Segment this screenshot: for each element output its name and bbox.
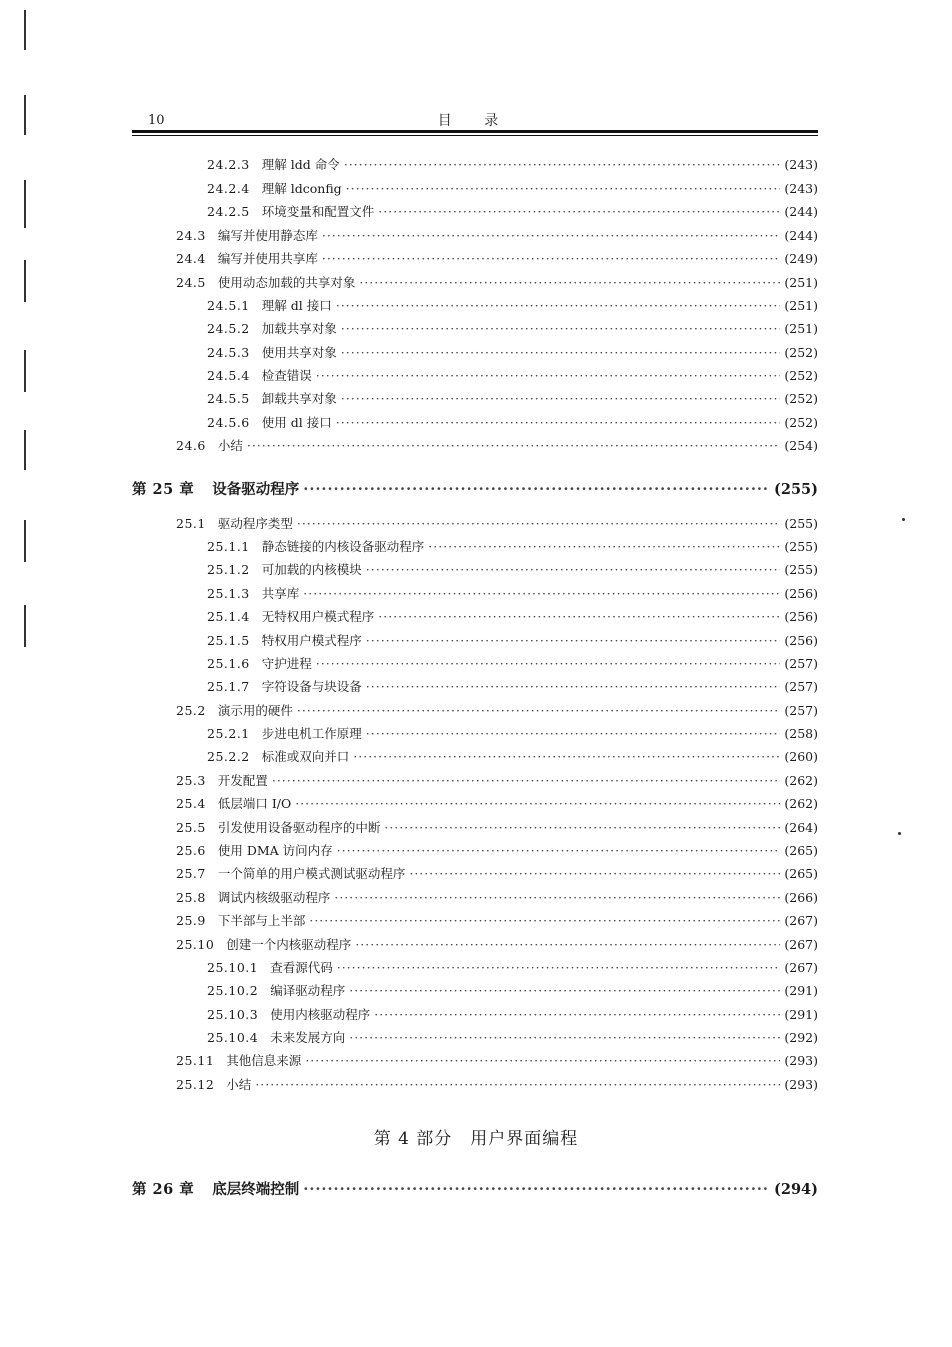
entry-number: 25.1.1 xyxy=(207,539,250,554)
entry-number: 25.1.3 xyxy=(207,586,250,601)
entry-page: (255) xyxy=(784,516,818,531)
entry-title: 调试内核级驱动程序 xyxy=(217,890,331,905)
toc-chapter xyxy=(132,481,818,499)
toc-chapter xyxy=(132,1181,818,1199)
dot-leader xyxy=(336,298,781,314)
toc-entry xyxy=(207,656,818,672)
entry-page: (243) xyxy=(784,181,818,196)
entry-title: 加载共享对象 xyxy=(261,321,337,336)
dot-leader xyxy=(349,983,780,999)
entry-number: 24.5.4 xyxy=(207,368,250,383)
toc-entry xyxy=(176,275,818,291)
entry-number: 25.4 xyxy=(176,796,206,811)
entry-page: (292) xyxy=(784,1030,818,1045)
scan-mark xyxy=(24,605,26,647)
entry-page: (267) xyxy=(784,937,818,952)
entry-title: 静态链接的内核设备驱动程序 xyxy=(261,539,425,554)
entry-number: 24.2.5 xyxy=(207,204,250,219)
dot-leader xyxy=(303,1181,770,1199)
scan-mark xyxy=(24,520,26,562)
entry-title: 守护进程 xyxy=(261,656,312,671)
toc-entry xyxy=(207,1007,818,1023)
toc-entry xyxy=(207,749,818,765)
entry-title: 使用共享对象 xyxy=(261,345,337,360)
toc-entry xyxy=(176,251,818,267)
entry-number: 25.1.5 xyxy=(207,633,250,648)
dot-leader xyxy=(337,843,781,859)
toc-entry xyxy=(207,181,818,197)
scan-mark xyxy=(24,260,26,302)
dot-leader xyxy=(272,773,781,789)
entry-number: 25.2.2 xyxy=(207,749,250,764)
entry-number: 24.2.3 xyxy=(207,157,250,172)
toc-entry xyxy=(176,1053,818,1069)
entry-number: 25.10.1 xyxy=(207,960,259,975)
entry-page: (249) xyxy=(784,251,818,266)
entry-page: (267) xyxy=(784,913,818,928)
scan-mark xyxy=(24,180,26,228)
toc-entry xyxy=(207,960,818,976)
dot-leader xyxy=(336,415,781,431)
entry-title: 使用内核驱动程序 xyxy=(270,1007,371,1022)
dot-leader xyxy=(366,562,781,578)
dot-leader xyxy=(297,516,781,532)
entry-number: 25.1 xyxy=(176,516,206,531)
entry-number: 25.3 xyxy=(176,773,206,788)
dot-leader xyxy=(378,609,780,625)
toc-entry xyxy=(207,391,818,407)
toc-entry xyxy=(207,983,818,999)
dot-leader xyxy=(247,438,781,454)
entry-title: 其他信息来源 xyxy=(226,1053,302,1068)
toc-entry xyxy=(207,415,818,431)
entry-title: 特权用户模式程序 xyxy=(261,633,362,648)
entry-page: (251) xyxy=(784,321,818,336)
toc-entry xyxy=(207,1030,818,1046)
entry-title: 使用 dl 接口 xyxy=(261,415,332,430)
dot-leader xyxy=(346,181,781,197)
dot-leader xyxy=(297,703,781,719)
dot-leader xyxy=(316,656,781,672)
dot-leader xyxy=(409,866,780,882)
part-heading: 第 4 部分 用户界面编程 xyxy=(373,1129,579,1149)
toc-entry xyxy=(176,890,818,906)
entry-page: (255) xyxy=(774,481,818,498)
dot-leader xyxy=(255,1077,780,1093)
header-rule-thin xyxy=(132,135,818,136)
scan-mark xyxy=(24,350,26,392)
entry-number: 25.2.1 xyxy=(207,726,250,741)
entry-page: (255) xyxy=(784,562,818,577)
dot-leader xyxy=(359,275,780,291)
entry-page: (262) xyxy=(784,796,818,811)
toc-entry xyxy=(176,516,818,532)
entry-title: 小结 xyxy=(217,438,243,453)
entry-number: 第 26 章 xyxy=(132,1181,195,1198)
entry-number: 24.3 xyxy=(176,228,206,243)
scan-speck xyxy=(902,518,905,521)
entry-number: 25.10.2 xyxy=(207,983,259,998)
entry-page: (293) xyxy=(784,1077,818,1092)
entry-number: 25.7 xyxy=(176,866,206,881)
entry-page: (265) xyxy=(784,866,818,881)
entry-title: 编译驱动程序 xyxy=(270,983,346,998)
scan-speck xyxy=(898,832,901,835)
entry-number: 24.5.6 xyxy=(207,415,250,430)
dot-leader xyxy=(309,913,780,929)
toc-entry xyxy=(176,796,818,812)
toc-entry xyxy=(207,586,818,602)
entry-title: 使用动态加载的共享对象 xyxy=(217,275,356,290)
toc-entry xyxy=(207,298,818,314)
header-rule xyxy=(132,130,818,133)
toc-entry xyxy=(207,726,818,742)
toc-entry xyxy=(176,703,818,719)
scan-mark xyxy=(24,430,26,470)
dot-leader xyxy=(305,1053,780,1069)
entry-number: 25.1.2 xyxy=(207,562,250,577)
dot-leader xyxy=(316,368,781,384)
entry-number: 24.5 xyxy=(176,275,206,290)
entry-title: 检查错误 xyxy=(261,368,312,383)
entry-title: 理解 ldd 命令 xyxy=(261,157,340,172)
dot-leader xyxy=(428,539,780,555)
entry-number: 25.6 xyxy=(176,843,206,858)
entry-number: 25.10 xyxy=(176,937,215,952)
entry-title: 创建一个内核驱动程序 xyxy=(226,937,352,952)
entry-title: 卸载共享对象 xyxy=(261,391,337,406)
toc-entry xyxy=(176,843,818,859)
entry-page: (252) xyxy=(784,415,818,430)
entry-number: 25.10.3 xyxy=(207,1007,259,1022)
toc-entry xyxy=(207,204,818,220)
entry-title: 一个简单的用户模式测试驱动程序 xyxy=(217,866,406,881)
dot-leader xyxy=(344,157,781,173)
toc-entry xyxy=(176,438,818,454)
entry-number: 25.10.4 xyxy=(207,1030,259,1045)
entry-page: (255) xyxy=(784,539,818,554)
entry-title: 共享库 xyxy=(261,586,300,601)
entry-title: 未来发展方向 xyxy=(270,1030,346,1045)
entry-title: 编写并使用共享库 xyxy=(217,251,318,266)
entry-title: 字符设备与块设备 xyxy=(261,679,362,694)
dot-leader xyxy=(303,586,780,602)
entry-title: 步进电机工作原理 xyxy=(261,726,362,741)
entry-title: 理解 dl 接口 xyxy=(261,298,332,313)
dot-leader xyxy=(341,391,781,407)
running-title: 目 录 xyxy=(437,113,513,129)
entry-number: 25.1.4 xyxy=(207,609,250,624)
entry-page: (266) xyxy=(784,890,818,905)
toc-entry xyxy=(207,345,818,361)
toc-entry xyxy=(207,609,818,625)
entry-title: 查看源代码 xyxy=(270,960,333,975)
entry-title: 编写并使用静态库 xyxy=(217,228,318,243)
entry-page: (257) xyxy=(784,703,818,718)
entry-page: (251) xyxy=(784,298,818,313)
entry-page: (294) xyxy=(774,1181,818,1198)
entry-page: (264) xyxy=(784,820,818,835)
entry-number: 25.9 xyxy=(176,913,206,928)
entry-number: 25.11 xyxy=(176,1053,215,1068)
entry-title: 下半部与上半部 xyxy=(217,913,306,928)
entry-title: 低层端口 I/O xyxy=(217,796,292,811)
entry-title: 设备驱动程序 xyxy=(212,481,300,498)
dot-leader xyxy=(353,749,780,765)
entry-page: (256) xyxy=(784,609,818,624)
dot-leader xyxy=(378,204,780,220)
entry-number: 24.2.4 xyxy=(207,181,250,196)
toc-entry xyxy=(207,633,818,649)
dot-leader xyxy=(366,726,781,742)
scan-mark xyxy=(24,10,26,50)
entry-number: 25.5 xyxy=(176,820,206,835)
entry-number: 24.4 xyxy=(176,251,206,266)
entry-number: 24.6 xyxy=(176,438,206,453)
entry-page: (244) xyxy=(784,228,818,243)
toc-entry xyxy=(207,562,818,578)
entry-page: (254) xyxy=(784,438,818,453)
toc-entry xyxy=(176,937,818,953)
dot-leader xyxy=(366,633,781,649)
dot-leader xyxy=(322,228,781,244)
entry-number: 第 25 章 xyxy=(132,481,195,498)
dot-leader xyxy=(303,481,770,499)
dot-leader xyxy=(322,251,781,267)
entry-title: 理解 ldconfig xyxy=(261,181,342,196)
entry-page: (257) xyxy=(784,656,818,671)
entry-page: (260) xyxy=(784,749,818,764)
entry-title: 引发使用设备驱动程序的中断 xyxy=(217,820,381,835)
entry-title: 底层终端控制 xyxy=(212,1181,300,1198)
entry-number: 24.5.2 xyxy=(207,321,250,336)
toc-entry xyxy=(176,773,818,789)
entry-page: (291) xyxy=(784,1007,818,1022)
entry-page: (265) xyxy=(784,843,818,858)
toc-entry xyxy=(176,820,818,836)
entry-page: (258) xyxy=(784,726,818,741)
entry-page: (252) xyxy=(784,368,818,383)
toc-entry xyxy=(207,157,818,173)
entry-page: (293) xyxy=(784,1053,818,1068)
toc-entry xyxy=(207,368,818,384)
toc-entry xyxy=(176,228,818,244)
entry-title: 标准或双向并口 xyxy=(261,749,350,764)
toc-entry xyxy=(207,679,818,695)
entry-number: 25.1.6 xyxy=(207,656,250,671)
entry-title: 使用 DMA 访问内存 xyxy=(217,843,333,858)
entry-title: 开发配置 xyxy=(217,773,268,788)
dot-leader xyxy=(349,1030,780,1046)
entry-page: (243) xyxy=(784,157,818,172)
dot-leader xyxy=(384,820,780,836)
dot-leader xyxy=(337,960,781,976)
entry-number: 25.12 xyxy=(176,1077,215,1092)
entry-page: (257) xyxy=(784,679,818,694)
dot-leader xyxy=(341,345,781,361)
entry-number: 25.2 xyxy=(176,703,206,718)
entry-page: (256) xyxy=(784,633,818,648)
page-header xyxy=(132,110,818,132)
dot-leader xyxy=(355,937,780,953)
entry-number: 24.5.5 xyxy=(207,391,250,406)
dot-leader xyxy=(341,321,781,337)
toc-entry xyxy=(176,866,818,882)
toc-entry xyxy=(176,1077,818,1093)
entry-title: 可加载的内核模块 xyxy=(261,562,362,577)
entry-page: (244) xyxy=(784,204,818,219)
entry-number: 24.5.1 xyxy=(207,298,250,313)
entry-page: (291) xyxy=(784,983,818,998)
entry-page: (252) xyxy=(784,345,818,360)
scan-mark xyxy=(24,95,26,135)
entry-title: 驱动程序类型 xyxy=(217,516,293,531)
toc-entry xyxy=(176,913,818,929)
dot-leader xyxy=(295,796,780,812)
page-number: 10 xyxy=(148,113,165,128)
entry-page: (256) xyxy=(784,586,818,601)
entry-title: 小结 xyxy=(226,1077,252,1092)
entry-title: 环境变量和配置文件 xyxy=(261,204,375,219)
entry-title: 演示用的硬件 xyxy=(217,703,293,718)
toc-entry xyxy=(207,539,818,555)
dot-leader xyxy=(334,890,780,906)
dot-leader xyxy=(366,679,781,695)
entry-number: 24.5.3 xyxy=(207,345,250,360)
toc-entry xyxy=(207,321,818,337)
entry-page: (252) xyxy=(784,391,818,406)
dot-leader xyxy=(374,1007,780,1023)
entry-page: (251) xyxy=(784,275,818,290)
entry-number: 25.1.7 xyxy=(207,679,250,694)
entry-title: 无特权用户模式程序 xyxy=(261,609,375,624)
entry-number: 25.8 xyxy=(176,890,206,905)
entry-page: (262) xyxy=(784,773,818,788)
entry-page: (267) xyxy=(784,960,818,975)
